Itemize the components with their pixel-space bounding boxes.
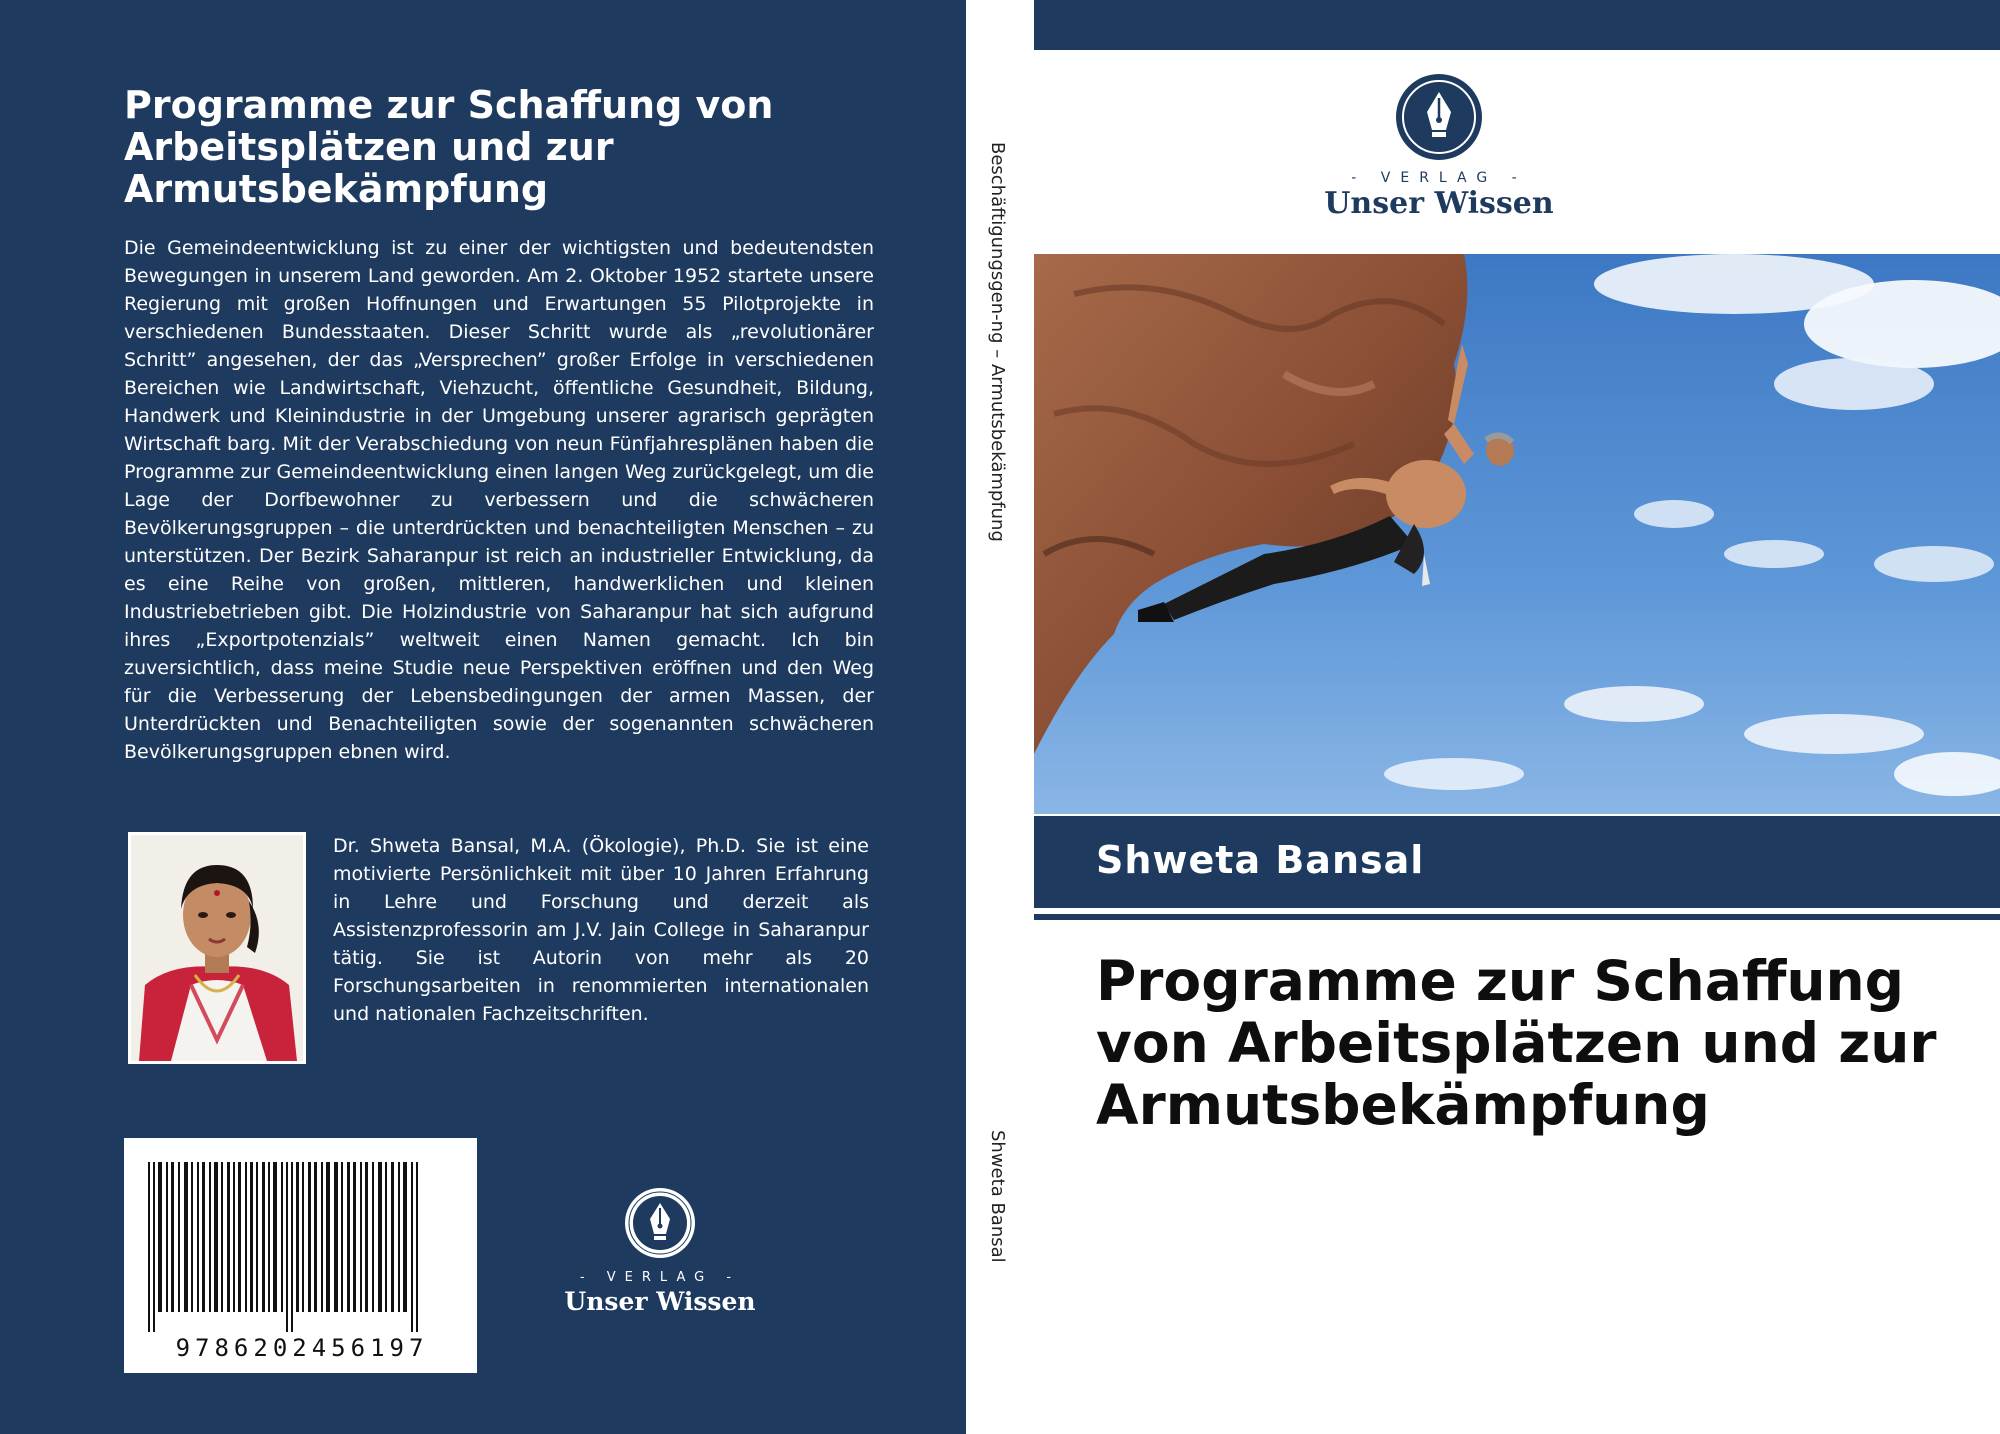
barcode-bar [250,1162,253,1312]
barcode-bar [158,1162,162,1312]
barcode-guard-bar [286,1162,288,1332]
front-cover-title: Programme zur Schaffung von Arbeitsplätzen und zur Armutsbekämpfung [1096,949,1937,1137]
publisher-verlag-label-back: - VERLAG - [579,1270,741,1285]
barcode-bar [302,1162,304,1312]
publisher-logo-back [560,1186,760,1316]
barcode-guard-bar [148,1162,150,1332]
barcode-bar [385,1162,387,1312]
barcode-bar [365,1162,368,1312]
fountain-pen-nib-icon [623,1186,697,1260]
barcode-bar [256,1162,258,1312]
author-bio: Dr. Shweta Bansal, M.A. (Ökologie), Ph.D. Sie ist eine motivierte Persönlichkeit mit über 10 Jahren Erfahrung in Lehre und Forschung und derzeit als Assistenzprofessorin am J.V. Jain College in Saharanpur tätig. Sie ist Autorin von mehr als 20 Forschungsarbeiten in renommierten internationalen und nationalen Fachzeitschriften. [333,835,869,1025]
back-cover [0,0,966,1434]
barcode-guard-bar [291,1162,293,1332]
author-band [1034,816,2000,908]
barcode-bar [334,1162,338,1312]
barcode-bar [233,1162,235,1312]
back-cover-title: Programme zur Schaffung von Arbeitsplätzen und zur Armutsbekämpfung [124,83,774,211]
book-spine [966,0,1032,1434]
publisher-badge-back [623,1186,697,1260]
barcode-bar [403,1162,407,1312]
barcode-bar [262,1162,265,1312]
barcode-bar [227,1162,230,1312]
author-portrait-image [131,835,303,1061]
barcode-bar [347,1162,350,1312]
barcode-bar [209,1162,211,1312]
spine-author: Shweta Bansal [987,1130,1008,1263]
barcode-bar [353,1162,356,1312]
barcode-bar [221,1162,223,1312]
barcode-bar [197,1162,199,1312]
barcode-guard-bar [411,1162,413,1332]
barcode-bar [398,1162,400,1312]
barcode-bar [273,1162,277,1312]
front-author-name: Shweta Bansal [1096,838,1425,882]
isbn-digits: 9786202456197 [175,1334,429,1362]
barcode-bar [314,1162,317,1312]
barcode-bar [166,1162,168,1312]
barcode-bar [372,1162,374,1312]
barcode-bar [268,1162,270,1312]
publisher-logo-front [1294,72,1584,221]
publisher-name-back: Unser Wissen [564,1287,756,1316]
barcode-bar [296,1162,299,1312]
barcode-bar [341,1162,343,1312]
publisher-name-front: Unser Wissen [1324,186,1554,221]
barcode-bar [191,1162,193,1312]
barcode-bar [178,1162,180,1312]
barcode-bar [184,1162,188,1312]
barcode-bar [360,1162,362,1312]
barcode-guard-bar [153,1162,155,1332]
barcode-bar [171,1162,174,1312]
barcode-bars [146,1162,456,1332]
back-cover-blurb: Die Gemeindeentwicklung ist zu einer der wichtigsten und bedeutendsten Bewegungen in unserem Land geworden. Am 2. Oktober 1952 startete unsere Regierung mit großen Hoffnungen und Erwartungen 55 Pilotprojekte in verschiedenen Bundesstaaten. Dieser Schritt wurde als „revolutionärer Schritt” angesehen, der das „Versprechen” großer Erfolge in verschiedenen Bereichen wie Landwirtschaft, Viehzucht, öffentliche Gesundheit, Bildung, Handwerk und Kleinindustrie in der Umgebung unserer agrarisch geprägten Wirtschaft barg. Mit der Verabschiedung von neun Fünfjahresplänen haben die Programme zur Gemeindeentwicklung einen langen Weg zurückgelegt, um die Lage der Dorfbewohner zu verbessern und die schwächeren Bevölkerungsgruppen – die unterdrückten und benachteiligten Menschen – zu unterstützen. Der Bezirk Saharanpur ist reich an industrieller Entwicklung, da es eine Reihe von großen, mittleren, handwerklichen und kleinen Industriebetrieben gibt. Die Holzindustrie von Saharanpur hat sich aufgrund ihres „Exportpotenzials” weltweit einen Namen gemacht. Ich bin zuversichtlich, dass meine Studie neue Perspektiven eröffnen und den Weg für die Verbesserung der Lebensbedingungen der armen Massen, der Unterdrückten und Benachteiligten sowie der sogenannten schwächeren Bevölkerungsgruppen ebnen wird. [124,237,874,763]
barcode-bar [321,1162,323,1312]
rock-climber-image [1034,254,2000,814]
barcode-bar [202,1162,205,1312]
fountain-pen-nib-icon [1394,72,1484,162]
barcode-bar [308,1162,311,1312]
barcode-bar [214,1162,218,1312]
barcode-bar [245,1162,247,1312]
publisher-badge-front [1394,72,1484,162]
barcode-bar [281,1162,283,1312]
front-cover [1034,0,2000,1434]
barcode-guard-bar [416,1162,418,1332]
divider-rule [1034,914,2000,920]
publisher-verlag-label-front: - VERLAG - [1351,170,1527,186]
spine-title: Beschäftigungsgen-ng – Armutsbekämpfung [987,142,1008,542]
front-top-bar [1034,0,2000,50]
barcode-bar [378,1162,382,1312]
barcode-bar [326,1162,330,1312]
barcode-bar [238,1162,241,1312]
barcode-bar [391,1162,394,1312]
cover-photo [1034,254,2000,814]
author-photo [128,832,306,1064]
isbn-barcode [124,1138,477,1373]
